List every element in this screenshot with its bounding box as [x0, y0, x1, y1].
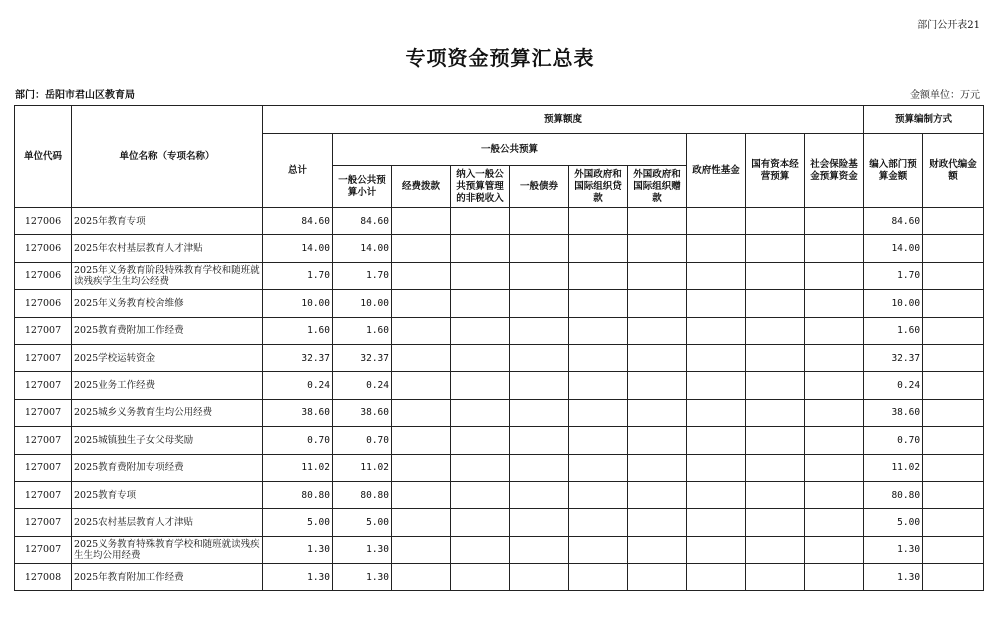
- cell-empty: [451, 235, 510, 262]
- cell-total: 1.30: [263, 536, 333, 563]
- cell-empty: [805, 481, 864, 508]
- cell-dept: 10.00: [864, 290, 923, 317]
- table-row: [15, 290, 984, 317]
- cell-empty: [451, 564, 510, 591]
- cell-code: 127006: [15, 235, 72, 262]
- cell-subtotal: 1.60: [333, 317, 392, 344]
- cell-subtotal: 1.30: [333, 536, 392, 563]
- department-label: 部门：岳阳市君山区教育局: [15, 90, 135, 101]
- cell-name: 2025城乡义务教育生均公用经费: [72, 399, 263, 426]
- cell-empty: [805, 262, 864, 289]
- cell-subtotal: 80.80: [333, 481, 392, 508]
- cell-empty: [923, 262, 984, 289]
- cell-total: 1.30: [263, 564, 333, 591]
- cell-name: 2025年义务教育阶段特殊教育学校和随班就读残疾学生生均公经费: [72, 262, 263, 289]
- cell-empty: [628, 317, 687, 344]
- header-state-capital: 国有资本经营预算: [746, 134, 805, 208]
- cell-empty: [805, 372, 864, 399]
- cell-empty: [687, 208, 746, 235]
- header-foreign-grant: 外国政府和国际组织赠款: [628, 166, 687, 208]
- cell-empty: [687, 317, 746, 344]
- cell-empty: [569, 290, 628, 317]
- table-row: [15, 399, 984, 426]
- cell-empty: [628, 399, 687, 426]
- cell-subtotal: 14.00: [333, 235, 392, 262]
- cell-empty: [687, 427, 746, 454]
- cell-empty: [628, 509, 687, 536]
- cell-empty: [510, 344, 569, 371]
- cell-total: 14.00: [263, 235, 333, 262]
- cell-empty: [687, 564, 746, 591]
- cell-empty: [451, 399, 510, 426]
- cell-empty: [451, 481, 510, 508]
- cell-subtotal: 11.02: [333, 454, 392, 481]
- cell-empty: [510, 262, 569, 289]
- cell-empty: [569, 262, 628, 289]
- cell-empty: [687, 235, 746, 262]
- cell-empty: [687, 290, 746, 317]
- cell-dept: 0.24: [864, 372, 923, 399]
- cell-empty: [569, 481, 628, 508]
- table-number-label: 部门公开表21: [917, 20, 980, 31]
- cell-empty: [451, 290, 510, 317]
- cell-code: 127007: [15, 454, 72, 481]
- cell-empty: [392, 481, 451, 508]
- cell-empty: [510, 564, 569, 591]
- header-method: 预算编制方式: [864, 106, 984, 134]
- cell-empty: [746, 536, 805, 563]
- amount-unit-label: 金额单位：万元: [910, 90, 980, 101]
- cell-code: 127007: [15, 344, 72, 371]
- cell-empty: [392, 262, 451, 289]
- cell-empty: [805, 564, 864, 591]
- cell-empty: [392, 564, 451, 591]
- cell-code: 127006: [15, 262, 72, 289]
- cell-empty: [746, 235, 805, 262]
- cell-empty: [746, 372, 805, 399]
- cell-empty: [687, 399, 746, 426]
- cell-empty: [510, 290, 569, 317]
- cell-empty: [628, 344, 687, 371]
- cell-code: 127007: [15, 481, 72, 508]
- cell-name: 2025年教育专项: [72, 208, 263, 235]
- cell-total: 0.24: [263, 372, 333, 399]
- cell-empty: [392, 208, 451, 235]
- cell-empty: [392, 372, 451, 399]
- table-row: [15, 344, 984, 371]
- cell-empty: [569, 509, 628, 536]
- cell-empty: [510, 481, 569, 508]
- header-fiscal-code: 财政代编金额: [923, 134, 984, 208]
- cell-empty: [451, 454, 510, 481]
- cell-empty: [746, 208, 805, 235]
- cell-empty: [923, 290, 984, 317]
- cell-name: 2025城镇独生子女父母奖励: [72, 427, 263, 454]
- cell-subtotal: 1.30: [333, 564, 392, 591]
- table-row: [15, 509, 984, 536]
- header-subtotal: 一般公共预算小计: [333, 166, 392, 208]
- cell-empty: [569, 317, 628, 344]
- header-dept-amount: 编入部门预算金额: [864, 134, 923, 208]
- cell-empty: [746, 564, 805, 591]
- cell-total: 84.60: [263, 208, 333, 235]
- cell-name: 2025教育费附加工作经费: [72, 317, 263, 344]
- cell-empty: [923, 509, 984, 536]
- cell-empty: [628, 290, 687, 317]
- table-row: [15, 536, 984, 563]
- cell-empty: [746, 290, 805, 317]
- cell-subtotal: 84.60: [333, 208, 392, 235]
- table-row: [15, 262, 984, 289]
- cell-empty: [392, 290, 451, 317]
- cell-empty: [569, 564, 628, 591]
- cell-dept: 38.60: [864, 399, 923, 426]
- header-appropriation: 经费拨款: [392, 166, 451, 208]
- cell-dept: 1.60: [864, 317, 923, 344]
- cell-code: 127007: [15, 399, 72, 426]
- cell-empty: [923, 454, 984, 481]
- cell-empty: [392, 509, 451, 536]
- cell-empty: [451, 208, 510, 235]
- cell-empty: [805, 454, 864, 481]
- cell-empty: [923, 399, 984, 426]
- header-name: 单位名称（专项名称）: [72, 106, 263, 208]
- cell-empty: [628, 427, 687, 454]
- cell-empty: [628, 454, 687, 481]
- cell-dept: 14.00: [864, 235, 923, 262]
- cell-empty: [569, 372, 628, 399]
- cell-name: 2025教育专项: [72, 481, 263, 508]
- cell-empty: [451, 427, 510, 454]
- cell-empty: [805, 509, 864, 536]
- table-row: [15, 372, 984, 399]
- cell-empty: [805, 344, 864, 371]
- cell-empty: [569, 344, 628, 371]
- cell-empty: [510, 454, 569, 481]
- cell-empty: [746, 509, 805, 536]
- cell-empty: [746, 317, 805, 344]
- cell-empty: [569, 427, 628, 454]
- table-body: [15, 208, 984, 591]
- cell-empty: [569, 208, 628, 235]
- table-row: [15, 208, 984, 235]
- cell-dept: 1.70: [864, 262, 923, 289]
- cell-empty: [628, 262, 687, 289]
- cell-empty: [569, 235, 628, 262]
- cell-empty: [628, 536, 687, 563]
- table-row: [15, 235, 984, 262]
- header-gov-fund: 政府性基金: [687, 134, 746, 208]
- cell-dept: 0.70: [864, 427, 923, 454]
- header-general-bond: 一般债券: [510, 166, 569, 208]
- cell-empty: [451, 372, 510, 399]
- cell-total: 32.37: [263, 344, 333, 371]
- cell-empty: [569, 454, 628, 481]
- budget-table: [14, 105, 984, 591]
- cell-empty: [510, 536, 569, 563]
- cell-empty: [510, 317, 569, 344]
- cell-empty: [510, 372, 569, 399]
- cell-empty: [805, 536, 864, 563]
- cell-empty: [392, 427, 451, 454]
- cell-dept: 1.30: [864, 536, 923, 563]
- cell-total: 1.60: [263, 317, 333, 344]
- cell-total: 5.00: [263, 509, 333, 536]
- cell-empty: [510, 509, 569, 536]
- header-code: 单位代码: [15, 106, 72, 208]
- header-foreign-loan: 外国政府和国际组织贷款: [569, 166, 628, 208]
- cell-name: 2025年农村基层教育人才津贴: [72, 235, 263, 262]
- cell-code: 127007: [15, 427, 72, 454]
- cell-empty: [687, 344, 746, 371]
- cell-subtotal: 0.24: [333, 372, 392, 399]
- cell-total: 1.70: [263, 262, 333, 289]
- cell-empty: [923, 536, 984, 563]
- table-row: [15, 481, 984, 508]
- cell-code: 127007: [15, 536, 72, 563]
- header-budget-amount: 预算额度: [263, 106, 864, 134]
- cell-empty: [746, 344, 805, 371]
- cell-total: 0.70: [263, 427, 333, 454]
- cell-dept: 32.37: [864, 344, 923, 371]
- cell-code: 127007: [15, 372, 72, 399]
- cell-empty: [392, 399, 451, 426]
- cell-subtotal: 0.70: [333, 427, 392, 454]
- cell-name: 2025教育费附加专项经费: [72, 454, 263, 481]
- cell-name: 2025年教育附加工作经费: [72, 564, 263, 591]
- cell-empty: [923, 317, 984, 344]
- page-title: 专项资金预算汇总表: [405, 46, 595, 70]
- cell-empty: [805, 317, 864, 344]
- cell-empty: [923, 372, 984, 399]
- cell-empty: [746, 427, 805, 454]
- cell-empty: [510, 399, 569, 426]
- table-row: [15, 454, 984, 481]
- cell-total: 10.00: [263, 290, 333, 317]
- cell-empty: [687, 372, 746, 399]
- cell-dept: 5.00: [864, 509, 923, 536]
- cell-empty: [746, 454, 805, 481]
- cell-empty: [628, 481, 687, 508]
- header-general-public: 一般公共预算: [333, 134, 687, 166]
- cell-empty: [687, 262, 746, 289]
- cell-empty: [510, 235, 569, 262]
- cell-empty: [628, 564, 687, 591]
- cell-empty: [687, 536, 746, 563]
- cell-empty: [628, 208, 687, 235]
- cell-empty: [805, 427, 864, 454]
- cell-empty: [923, 208, 984, 235]
- cell-name: 2025义务教育特殊教育学校和随班就读残疾生生均公用经费: [72, 536, 263, 563]
- cell-total: 80.80: [263, 481, 333, 508]
- cell-total: 38.60: [263, 399, 333, 426]
- cell-empty: [510, 208, 569, 235]
- cell-empty: [746, 481, 805, 508]
- cell-empty: [451, 317, 510, 344]
- cell-empty: [687, 481, 746, 508]
- cell-subtotal: 32.37: [333, 344, 392, 371]
- cell-empty: [392, 317, 451, 344]
- cell-empty: [687, 509, 746, 536]
- table-row: [15, 564, 984, 591]
- cell-code: 127007: [15, 509, 72, 536]
- cell-empty: [569, 536, 628, 563]
- cell-empty: [451, 344, 510, 371]
- cell-empty: [923, 564, 984, 591]
- cell-empty: [687, 454, 746, 481]
- cell-name: 2025年义务教育校舍维修: [72, 290, 263, 317]
- cell-empty: [746, 399, 805, 426]
- cell-empty: [392, 454, 451, 481]
- cell-dept: 80.80: [864, 481, 923, 508]
- cell-empty: [923, 344, 984, 371]
- cell-empty: [392, 235, 451, 262]
- cell-empty: [510, 427, 569, 454]
- cell-dept: 84.60: [864, 208, 923, 235]
- cell-dept: 1.30: [864, 564, 923, 591]
- cell-name: 2025农村基层教育人才津贴: [72, 509, 263, 536]
- cell-code: 127007: [15, 317, 72, 344]
- header-non-tax: 纳入一般公共预算管理的非税收入: [451, 166, 510, 208]
- cell-empty: [569, 399, 628, 426]
- header-total: 总计: [263, 134, 333, 208]
- cell-empty: [805, 399, 864, 426]
- table-row: [15, 317, 984, 344]
- cell-dept: 11.02: [864, 454, 923, 481]
- cell-code: 127008: [15, 564, 72, 591]
- cell-subtotal: 5.00: [333, 509, 392, 536]
- cell-empty: [451, 509, 510, 536]
- cell-name: 2025学校运转资金: [72, 344, 263, 371]
- cell-empty: [451, 262, 510, 289]
- cell-empty: [628, 235, 687, 262]
- cell-empty: [451, 536, 510, 563]
- cell-empty: [392, 536, 451, 563]
- cell-code: 127006: [15, 290, 72, 317]
- cell-total: 11.02: [263, 454, 333, 481]
- cell-empty: [805, 235, 864, 262]
- cell-subtotal: 38.60: [333, 399, 392, 426]
- cell-name: 2025业务工作经费: [72, 372, 263, 399]
- cell-subtotal: 1.70: [333, 262, 392, 289]
- cell-empty: [746, 262, 805, 289]
- cell-empty: [805, 208, 864, 235]
- cell-empty: [628, 372, 687, 399]
- cell-empty: [923, 427, 984, 454]
- cell-code: 127006: [15, 208, 72, 235]
- cell-empty: [805, 290, 864, 317]
- cell-empty: [392, 344, 451, 371]
- header-social-insurance: 社会保险基金预算资金: [805, 134, 864, 208]
- cell-empty: [923, 235, 984, 262]
- cell-empty: [923, 481, 984, 508]
- cell-subtotal: 10.00: [333, 290, 392, 317]
- table-row: [15, 427, 984, 454]
